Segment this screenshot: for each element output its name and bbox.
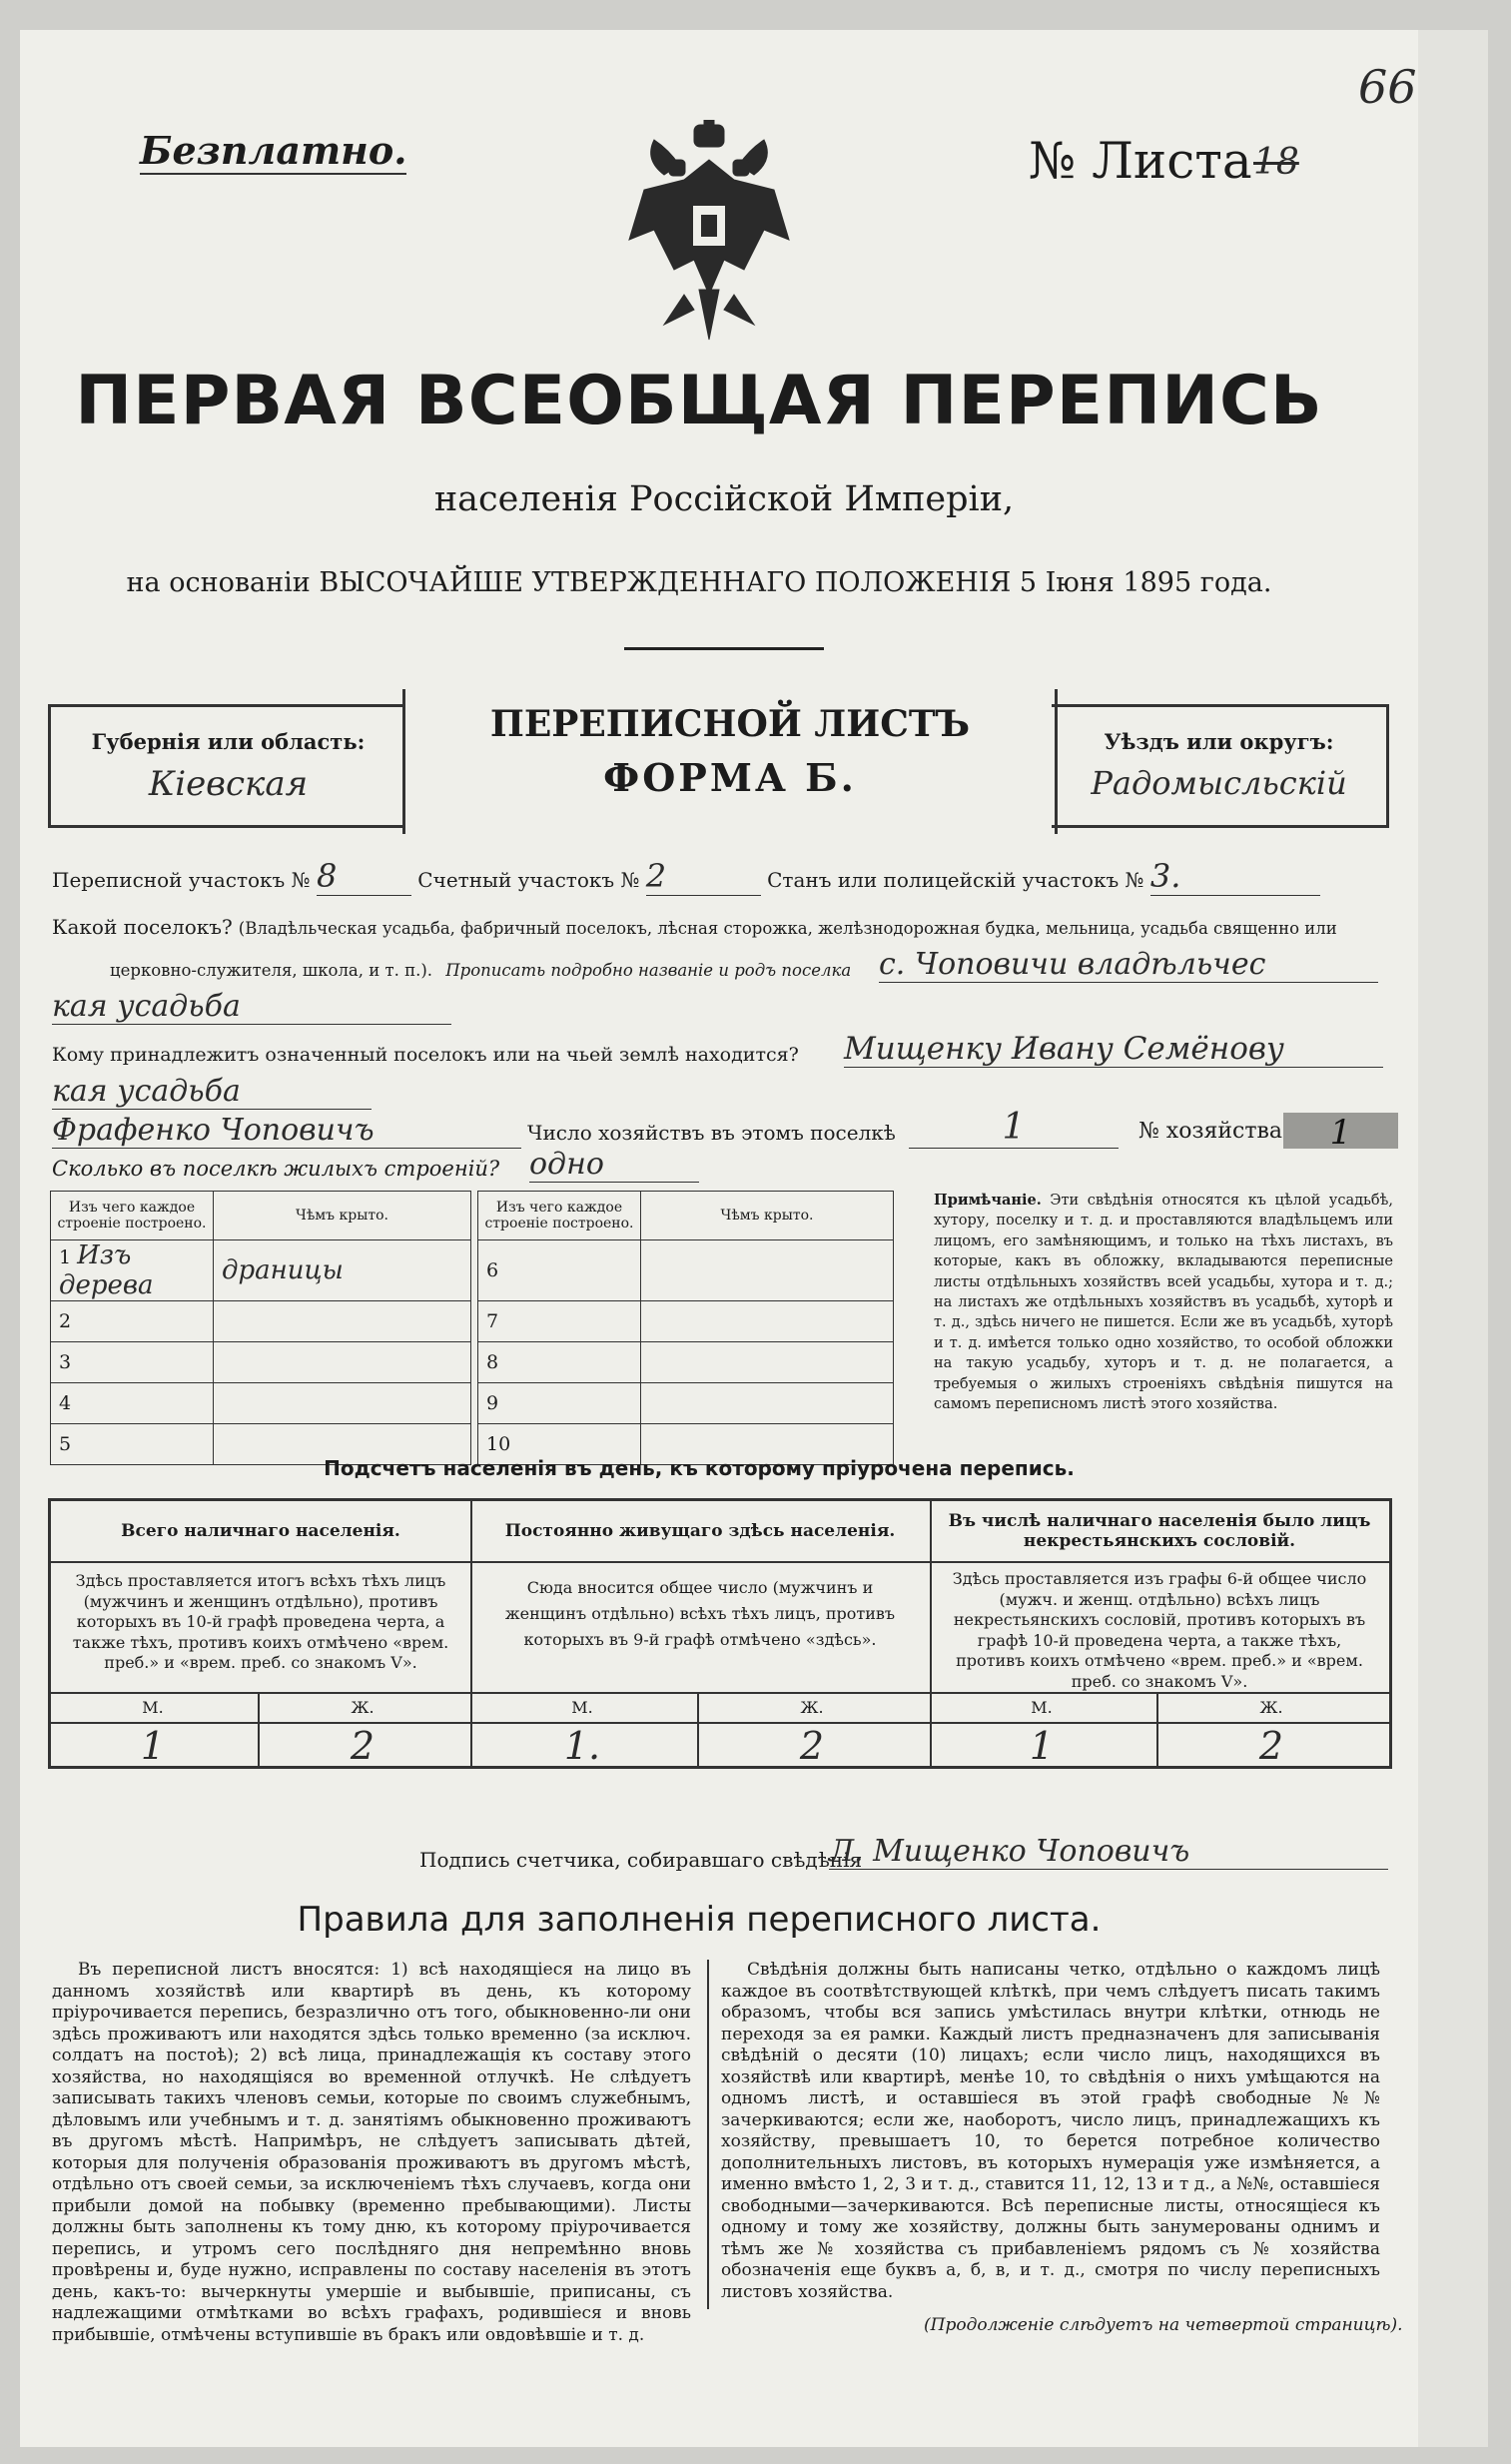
- rules-divider: [707, 1960, 709, 2309]
- gubernia-value: Кіевская: [148, 764, 309, 804]
- bld-cell: 3: [51, 1342, 214, 1383]
- bld-cell: [641, 1240, 894, 1301]
- households-value: 1: [909, 1107, 1119, 1149]
- gubernia-label: Губернія или область:: [91, 729, 366, 754]
- f-label: Ж.: [351, 1698, 375, 1717]
- bld-col1-left: Изъ чего каждое строеніе построено.: [51, 1192, 214, 1240]
- settlement-hint2: церковно-служителя, школа, и т. п.).: [110, 961, 433, 980]
- bld-cell: 2: [51, 1301, 214, 1342]
- pop-nonpeasant-m: 1: [1029, 1724, 1055, 1768]
- pop-head: Постоянно живущаго здѣсь населенія.: [470, 1501, 930, 1563]
- free-label: Безплатно.: [140, 128, 407, 173]
- district-line: [52, 857, 1320, 896]
- bld-cell: 6: [478, 1240, 641, 1301]
- pop-mf-line: [48, 1692, 1392, 1694]
- pop-permanent-f: 2: [799, 1724, 825, 1768]
- note-block: [934, 1191, 1393, 1414]
- signature-value: Л. Мищенко Чоповичъ: [829, 1834, 1388, 1870]
- page-subtitle: населенія Россійской Имперіи,: [433, 479, 1015, 519]
- m-label: М.: [1031, 1698, 1053, 1717]
- sheet-number-value: 18: [1253, 142, 1299, 183]
- pop-desc: Здѣсь проставляется итогъ всѣхъ тѣхъ лицъ (мужчинъ и женщинъ отдѣльно), противъ которыхъ въ 10-й графѣ проведена черта, а также тѣхъ, противъ коихъ отмѣчено «врем. преб.» и «врем. преб. со знакомъ V».: [72, 1571, 449, 1672]
- settlement-hint1: (Владѣльческая усадьба, фабричный поселокъ, лѣсная сторожка, желѣзнодорожная будка, мельница, усадьба священно или: [238, 919, 1337, 938]
- population-title: Подсчетъ населенія въ день, къ которому пріурочена перепись.: [324, 1456, 1075, 1480]
- stan-label: Станъ или полицейскій участокъ №: [767, 868, 1144, 892]
- buildings-question: Сколько въ поселкѣ жилыхъ строеній?: [52, 1157, 500, 1181]
- bld-cell: [641, 1342, 894, 1383]
- census-district-value: 8: [317, 857, 411, 896]
- page-number: 66: [1358, 60, 1417, 114]
- owner-question: Кому принадлежитъ означенный поселокъ или на чьей землѣ находится?: [52, 1044, 799, 1066]
- uezd-box: [1052, 704, 1389, 828]
- sheet-number-label: № Листа: [1029, 132, 1252, 190]
- pop-head: Всего наличнаго населенія.: [51, 1501, 470, 1563]
- note-text: Эти свѣдѣнія относятся къ цѣлой усадьбѣ, хутору, поселку и т. д. и проставляются владѣльцемъ или лицомъ, его замѣняющимъ, и только на тѣхъ листахъ, въ которые, какъ въ обложку, вкладываются переписные листы отдѣльныхъ хозяйствъ всей усадьбы, хутора и т. д.; на листахъ же отдѣльныхъ хозяйствъ въ усадьбѣ, хуторѣ и т. д., здѣсь ничего не пишется. Если же въ усадьбѣ, хуторѣ и т. д. имѣется только одно хозяйство, то особой обложки на такую усадьбу, хуторъ и т. д. не полагается, а требуемыя о жилыхъ строеніяхъ свѣдѣнія пишутся на самомъ переписномъ листѣ этого хозяйства.: [934, 1193, 1394, 1413]
- bld-cell: [641, 1383, 894, 1424]
- buildings-table: [50, 1191, 894, 1465]
- f-label: Ж.: [1259, 1698, 1283, 1717]
- bld-col2-left: Чѣмъ крыто.: [214, 1192, 471, 1240]
- uezd-value: Радомысльскій: [1091, 764, 1347, 802]
- m-label: М.: [142, 1698, 164, 1717]
- rules-right: Свѣдѣнія должны быть написаны четко, отдѣльно о каждомъ лицѣ каждое въ соотвѣтствующей клѣткѣ, при чемъ слѣдуетъ писать такимъ образомъ, чтобы вся запись умѣстилась внутри клѣтки, отнюдь не переходя за ея рамки. Каждый листъ предназначенъ для записыванія свѣдѣній о десяти (10) лицахъ; если число лицъ, находящихся въ хозяйствѣ или квартирѣ, менѣе 10, то свѣдѣнія о нихъ умѣщаются на одномъ листѣ, и оставшіеся въ этой графѣ свободные №№ зачеркиваются; если же, наоборотъ, число лицъ, принадлежащихъ къ хозяйству, превышаетъ 10, то берется потребное количество дополнительныхъ листовъ, въ которыхъ нумерація уже измѣняется, а именно вмѣсто 1, 2, 3 и т. д., ставится 11, 12, 13 и т д., а №№, оставшіеся свободными—зачеркиваются. Всѣ переписные листы, относящіеся къ одному и тому же хозяйству, должны быть занумерованы однимъ и тѣмъ же № хозяйства съ прибавленіемъ рядомъ съ № хозяйства обозначенія еще буквъ а, б, в, и т. д., смотря по числу переписныхъ листовъ хозяйства.: [721, 1960, 1380, 2302]
- owner-value1: Мищенку Ивану Семёнову: [844, 1031, 1383, 1068]
- settlement-question-line: [52, 915, 1337, 939]
- bld-cell: 4: [51, 1383, 214, 1424]
- household-no-value: 1: [1283, 1113, 1398, 1149]
- settlement-question: Какой поселокъ?: [52, 915, 233, 939]
- buildings-value: одно: [529, 1147, 699, 1183]
- pop-head: Въ числѣ наличнаго населенія было лицъ некрестьянскихъ сословій.: [930, 1501, 1389, 1563]
- bld-cell: 9: [478, 1383, 641, 1424]
- bld-cell: драницы: [214, 1240, 471, 1301]
- f-label: Ж.: [800, 1698, 824, 1717]
- bld-cell: 7: [478, 1301, 641, 1342]
- signature-label: Подпись счетчика, собиравшаго свѣдѣнія: [419, 1848, 863, 1872]
- count-district-label: Счетный участокъ №: [417, 868, 640, 892]
- census-district-label: Переписной участокъ №: [52, 868, 311, 892]
- page-edge: [1418, 30, 1488, 2447]
- page-title: ПЕРВАЯ ВСЕОБЩАЯ ПЕРЕПИСЬ: [75, 362, 1323, 440]
- m-label: М.: [571, 1698, 593, 1717]
- basis-line: на основаніи ВЫСОЧАЙШЕ УТВЕРЖДЕННАГО ПОЛОЖЕНІЯ 5 Іюня 1895 года.: [126, 567, 1272, 598]
- settlement-value1: с. Чоповичи владѣльчес: [879, 947, 1378, 983]
- owner-value3: Фрафенко Чоповичъ: [52, 1113, 521, 1149]
- bld-cell: 10: [478, 1424, 641, 1465]
- pop-nonpeasant-f: 2: [1258, 1724, 1284, 1768]
- settlement-hint-line: [110, 961, 851, 980]
- note-label: Примѣчаніе.: [934, 1192, 1042, 1209]
- household-no-label: № хозяйства: [1138, 1119, 1282, 1144]
- pop-desc: Здѣсь проставляется изъ графы 6-й общее число (мужч. и женщ. отдѣльно) всѣхъ лицъ некрестьянскихъ сословій, противъ которыхъ въ графѣ 10-й проведена черта, а также тѣхъ, противъ коихъ отмѣчено «врем. преб.» и «врем. преб. со знакомъ V».: [952, 1569, 1367, 1691]
- bld-col2-right: Чѣмъ крыто.: [641, 1192, 894, 1240]
- form-title: ПЕРЕПИСНОЙ ЛИСТЪ: [489, 703, 971, 745]
- rules-title: Правила для заполненія переписного листа.: [297, 1900, 1102, 1940]
- uezd-label: Уѣздъ или округъ:: [1104, 729, 1334, 754]
- pop-desc: Сюда вносится общее число (мужчинъ и женщинъ отдѣльно) всѣхъ тѣхъ лицъ, противъ которыхъ въ 9-й графѣ отмѣчено «здѣсь».: [504, 1578, 896, 1649]
- bld-cell: [214, 1383, 471, 1424]
- settlement-hint3: Прописать подробно названіе и родъ поселка: [445, 961, 852, 980]
- divider: [624, 647, 824, 650]
- double-headed-eagle-emblem: [624, 120, 794, 350]
- rules-left: Въ переписной листъ вносятся: 1) всѣ находящіеся на лицо въ данномъ хозяйствѣ или квартирѣ въ день, къ которому пріурочивается перепись, безразлично отъ того, обыкновенно-ли они здѣсь проживаютъ или находятся здѣсь только временно (за исключ. солдатъ на постоѣ); 2) всѣ лица, принадлежащія къ составу этого хозяйства, но находящіяся во временной отлучкѣ. Не слѣдуетъ записывать такихъ членовъ семьи, которые по своимъ служебнымъ, дѣловымъ или учебнымъ и т. д. занятіямъ обыкновенно проживаютъ въ другомъ мѣстѣ. Напримѣръ, не слѣдуетъ записывать дѣтей, которыя для полученія образованія проживаютъ въ другомъ мѣстѣ, отдѣльно отъ своей семьи, за исключеніемъ тѣхъ случаевъ, когда они прибыли домой на побывку (временно пребывающими). Листы должны быть заполнены къ тому дню, къ которому пріурочивается перепись, и утромъ сего послѣдняго дня непремѣнно вновь провѣрены и, буде нужно, исправлены по составу населенія въ этотъ день, какъ-то: вычеркнуты умершіе и выбывшіе, приписаны, съ надлежащими отмѣтками во всѣхъ графахъ, родившіеся и вновь прибывшіе, отмѣчены вступившіе въ бракъ или овдовѣвшіе и т. д.: [52, 1960, 691, 2345]
- settlement-value2: кая усадьба: [52, 989, 451, 1025]
- form-title-box: [402, 689, 1058, 834]
- bld-cell: [214, 1342, 471, 1383]
- count-district-value: 2: [646, 857, 761, 896]
- gubernia-box: [48, 704, 405, 828]
- pop-total-f: 2: [350, 1724, 376, 1768]
- continued-note: (Продолженіе слѣдуетъ на четвертой страницѣ).: [924, 2315, 1403, 2335]
- stan-value: 3.: [1150, 857, 1320, 896]
- owner-value2: кая усадьба: [52, 1074, 372, 1110]
- bld-cell: 8: [478, 1342, 641, 1383]
- bld-cell: 5: [51, 1424, 214, 1465]
- bld-cell: 1 Изъ дерева: [51, 1240, 214, 1301]
- form-sub: ФОРМА Б.: [603, 755, 857, 800]
- pop-total-m: 1: [140, 1724, 166, 1768]
- bld-gap: [471, 1192, 478, 1240]
- bld-cell: [641, 1301, 894, 1342]
- pop-permanent-m: 1.: [563, 1724, 601, 1768]
- bld-col1-right: Изъ чего каждое строеніе построено.: [478, 1192, 641, 1240]
- bld-cell: [214, 1301, 471, 1342]
- households-label: Число хозяйствъ въ этомъ поселкѣ: [527, 1121, 896, 1145]
